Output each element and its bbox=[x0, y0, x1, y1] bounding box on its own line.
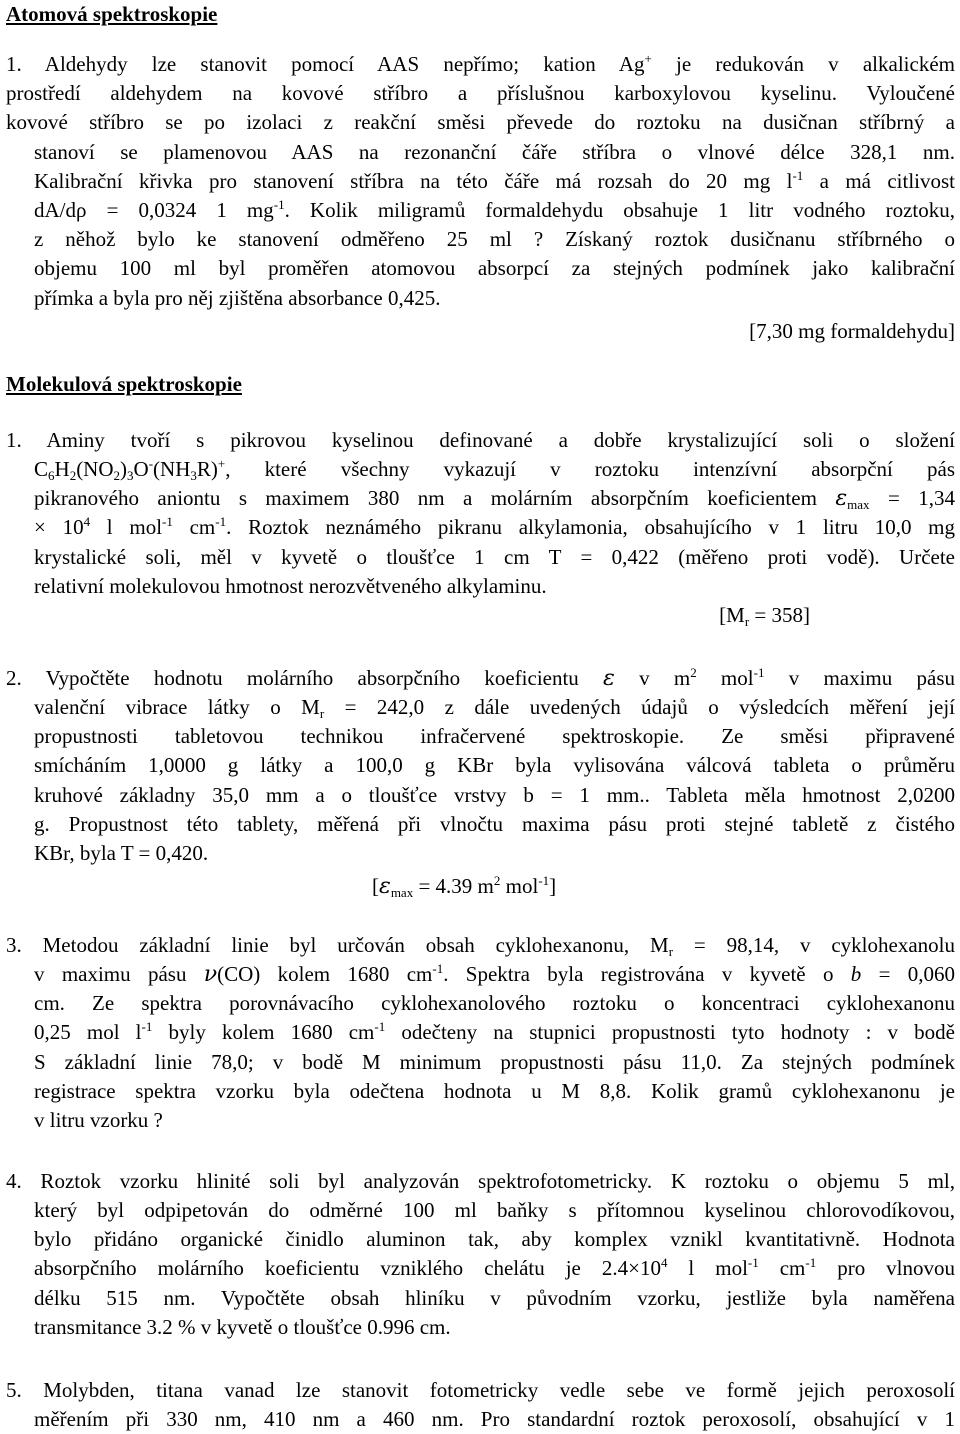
problem-molecular-5 bbox=[6, 1376, 955, 1405]
problem-molecular-3-body bbox=[34, 960, 955, 1135]
text-line: kruhové základny 35,0 mm a o tloušťce vrstvy b = 1 mm.. Tableta měla hmotnost 2,0200 bbox=[34, 782, 955, 807]
text-line: transmitance 3.2 % v kyvetě o tloušťce 0.996 cm. bbox=[34, 1314, 451, 1339]
answer: [$\varepsilon_{max} = 4.39$ $m^2$ mol$^{-1}$] bbox=[372, 873, 557, 901]
text-line: 4. Roztok vzorku hlinité soli byl analyzován spektrofotometricky. K roztoku o objemu 5 ml, bbox=[6, 1169, 955, 1193]
nu-symbol: ν bbox=[203, 962, 218, 987]
text-line: v litru vzorku ? bbox=[34, 1108, 163, 1133]
problem-molecular-2 bbox=[6, 664, 955, 693]
text-line: dA/dρ = 0,0324 1 $mg^{-1}$. Kolik miligramů formaldehydu obsahuje 1 litr vodného roztoku, bbox=[34, 197, 955, 222]
answer: $[M_r = 358]$ bbox=[719, 603, 810, 630]
text-line: prostředí aldehydem na kovové stříbro a příslušnou karboxylovou kyselinu. Vyloučené bbox=[6, 81, 955, 106]
text-line: v maximu pásu ν(CO) kolem 1680 $cm^{-1}$. Spektra byla registrována v kyvetě o b = 0,060 bbox=[34, 961, 955, 987]
text-line: absorpčního molárního koeficientu vzniklého chelátu je $2.4\times 10^4$ l mol$^{-1}$ $cm^{-1}$ pro vlnovou bbox=[34, 1255, 956, 1281]
problem-molecular-4 bbox=[6, 1167, 955, 1196]
problem-molecular-1 bbox=[6, 426, 955, 455]
text-line: Kalibrační křivka pro stanovení stříbra na této čáře má rozsah do 20 mg $l^{-1}$ a má citlivost bbox=[34, 167, 955, 193]
text-line: propustnosti tabletovou technikou infračervené spektroskopie. Ze směsi připravené bbox=[34, 724, 955, 749]
text-line: relativní molekulovou hmotnost nerozvětveného alkylaminu. bbox=[34, 573, 547, 598]
problem-molecular-1-body bbox=[34, 455, 955, 630]
epsilon-symbol: ε bbox=[603, 666, 615, 691]
section-heading-molecular: Molekulová spektroskopie bbox=[6, 372, 242, 396]
text-line: smícháním 1,0000 g látky a 100,0 g KBr byla vylisována válcová tableta o průměru bbox=[34, 753, 955, 778]
text-line: z něhož bylo ke stanovení odměřeno 25 ml ? Získaný roztok dusičnanu stříbrného o bbox=[34, 227, 955, 252]
text-line: pikranového aniontu s maximem 380 nm a molárním absorpčním koeficientem $\varepsilon_{max} = 1,34$ bbox=[34, 486, 956, 513]
problem-molecular-3 bbox=[6, 931, 955, 960]
text-line: g. Propustnost této tablety, měřená při vlnočtu maxima pásu proti stejné tabletě z čistého bbox=[34, 811, 955, 836]
text-line: $C_6H_2(NO_2)_3O^-(NH_3R)^+$, které všechny vykazují v roztoku intenzívní absorpční pás bbox=[34, 456, 955, 483]
text-line: cm. Ze spektra porovnávacího cyklohexanolového roztoku o koncentraci cyklohexanonu bbox=[34, 991, 955, 1016]
text-line: 0,25 mol $l^{-1}$ byly kolem 1680 $cm^{-1}$ odečteny na stupnici propustnosti tyto hodnoty : v bodě bbox=[34, 1019, 955, 1045]
text-line: 2. Vypočtěte hodnotu molárního absorpčního koeficientu ε v $m^2$ mol$^{-1}$ v maximu pásu bbox=[6, 665, 955, 691]
text-line: měřením při 330 nm, 410 nm a 460 nm. Pro standardní roztok peroxosolí, obsahující v 1 bbox=[34, 1407, 955, 1431]
epsilon-symbol: ε bbox=[835, 486, 848, 512]
text-line: objemu 100 ml byl proměřen atomovou absorpcí za stejných podmínek jako kalibrační bbox=[34, 256, 955, 281]
text-line: × $10^4$ l mol$^{-1}$ $cm^{-1}$. Roztok neznámého pikranu alkylamonia, obsahujícího v 1 litru 10,0 mg bbox=[34, 514, 956, 540]
problem-molecular-4-body bbox=[34, 1196, 955, 1342]
text-line: 1. Aminy tvoří s pikrovou kyselinou definované a dobře krystalizující soli o složení bbox=[6, 428, 955, 452]
text-line: bylo přidáno organické činidlo aluminon tak, aby komplex vznikl kvantitativně. Hodnota bbox=[34, 1227, 955, 1252]
section-heading-atomic: Atomová spektroskopie bbox=[6, 2, 218, 26]
text-line: KBr, byla T = 0,420. bbox=[34, 841, 209, 866]
text-line: 3. Metodou základní linie byl určován obsah cyklohexanonu, $M_r = 98,14$, v cyklohexanolu bbox=[6, 933, 955, 959]
text-line: valenční vibrace látky o $M_r = 242,0$ z dále uvedených údajů o výsledcích měření její bbox=[34, 695, 955, 721]
text-line: stanoví se plamenovou AAS na rezonanční čáře stříbra o vlnové délce 328,1 nm. bbox=[34, 139, 955, 164]
answer: [7,30 mg formaldehydu] bbox=[749, 318, 955, 343]
text-line: který byl odpipetován do odměrné 100 ml baňky s přítomnou kyselinou chlorovodíkovou, bbox=[34, 1198, 955, 1222]
text-line: S základní linie 78,0; v bodě M minimum propustnosti pásu 11,0. Za stejných podmínek bbox=[34, 1049, 955, 1074]
problem-atomic-1-indented bbox=[34, 50, 955, 346]
text-line: 1. Aldehydy lze stanovit pomocí AAS nepřímo; kation Ag+ je redukován v alkalickém bbox=[6, 51, 955, 76]
text-line: 5. Molybden, titana vanad lze stanovit fotometricky vedle sebe ve formě jejich peroxosolí bbox=[6, 1378, 955, 1402]
text-line: krystalické soli, měl v kyvetě o tloušťce 1 cm T = 0,422 (měřeno proti vodě). Určete bbox=[34, 544, 955, 569]
text-line: délku 515 nm. Vypočtěte obsah hliníku v původním vzorku, jestliže byla naměřena bbox=[34, 1285, 955, 1310]
text-line: registrace spektra vzorku byla odečtena hodnota u M 8,8. Kolik gramů cyklohexanonu je bbox=[34, 1078, 955, 1103]
problem-molecular-2-body bbox=[34, 693, 955, 901]
problem-molecular-5-body bbox=[34, 1405, 955, 1434]
text-line: kovové stříbro se po izolaci z reakční směsi převede do roztoku na dusičnan stříbrný a bbox=[6, 110, 955, 135]
epsilon-symbol: ε bbox=[379, 874, 391, 900]
text-line: přímka a byla pro něj zjištěna absorbance 0,425. bbox=[34, 285, 441, 310]
